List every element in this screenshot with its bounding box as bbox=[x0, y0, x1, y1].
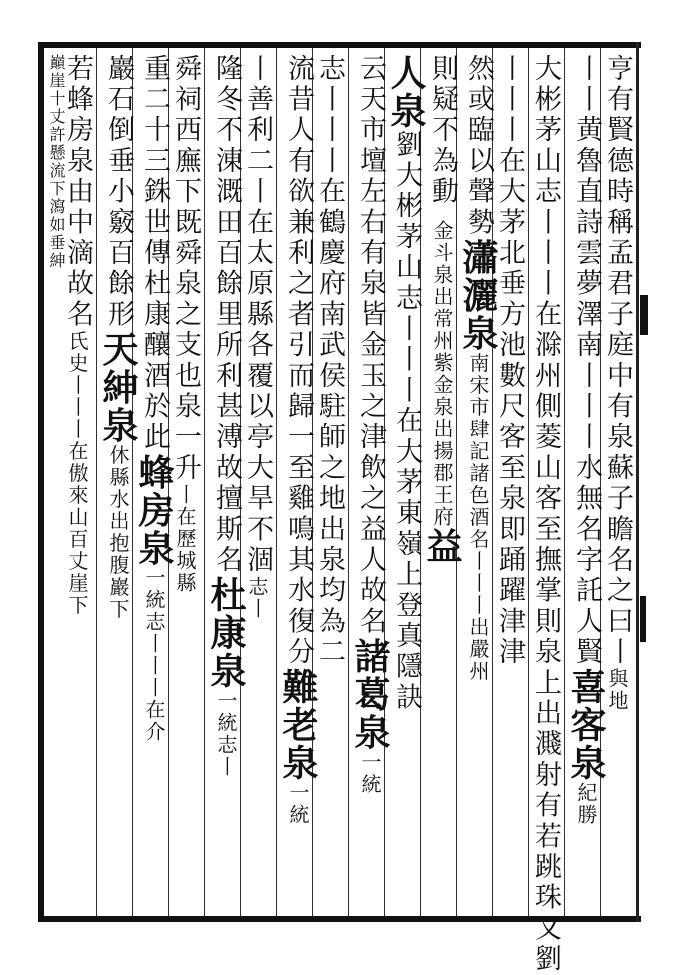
column-rule bbox=[348, 48, 349, 916]
source-note: 志丨 bbox=[245, 575, 269, 620]
column-text: 丨善利二丨在太原縣各覆以亭大旱不涸 bbox=[242, 54, 273, 576]
column-rule bbox=[204, 48, 205, 916]
column-text: 劉大彬茅山志丨丨丨在大茅東嶺上登真隱訣 bbox=[391, 130, 422, 714]
column-text: 舜祠西廡下既舜泉之支也泉一升 bbox=[170, 54, 201, 484]
annotation: 與地 bbox=[605, 668, 629, 712]
column-text: 丨丨丨在大茅北垂方池數尺客至泉即踊躍津津 bbox=[494, 54, 525, 668]
source-note: 一統 bbox=[286, 782, 310, 826]
entry-heading: 瀟灑泉 bbox=[457, 238, 499, 353]
column-rule bbox=[564, 48, 565, 916]
entry-heading: 益 bbox=[421, 527, 463, 566]
column-text: 則疑不為動 bbox=[427, 54, 458, 208]
fold-mark-lower bbox=[640, 596, 646, 642]
source-note: 休縣水出抱腹巖下 bbox=[106, 444, 130, 621]
source-note: 南宋市肆記諸色酒名丨丨丨出嚴州 bbox=[466, 352, 490, 683]
text-column-15 bbox=[97, 54, 139, 912]
text-column-2 bbox=[565, 54, 607, 912]
source-note: 氏史丨丨丨在傲來山百丈崖下 bbox=[65, 330, 89, 617]
column-rule bbox=[276, 48, 277, 916]
entry-heading: 難老泉 bbox=[277, 668, 319, 782]
text-column-1 bbox=[604, 54, 631, 912]
column-text: 流昔人有欲兼利之者引而歸一至雞鳴其水復分 bbox=[283, 54, 314, 668]
text-column-10 bbox=[277, 54, 319, 912]
source-note: 巔崖十丈許懸流下瀉如垂紳 bbox=[47, 54, 66, 270]
column-text: 然或臨以聲勢 bbox=[463, 54, 494, 239]
text-column-12 bbox=[205, 54, 247, 912]
frame-border-top bbox=[38, 42, 641, 48]
column-text: 亨有賢德時稱孟君子庭中有泉蘇子瞻名之曰丨 bbox=[602, 54, 633, 668]
source-note: 金斗泉出常州紫金泉出揚郡王府 bbox=[430, 219, 454, 528]
source-note: 一統 bbox=[358, 751, 382, 796]
text-column-9 bbox=[316, 54, 343, 912]
fold-mark bbox=[640, 295, 648, 335]
entry-heading: 人泉 bbox=[385, 54, 427, 130]
entry-heading: 蜂房泉 bbox=[133, 453, 175, 568]
text-column-7 bbox=[385, 54, 427, 912]
text-column-13 bbox=[172, 54, 199, 912]
column-text: 隆冬不涷溉田百餘里所利甚溥故擅斯名 bbox=[211, 54, 242, 576]
text-column-6 bbox=[421, 54, 463, 912]
text-column-11 bbox=[244, 54, 271, 912]
column-text: 丨丨黄魯直詩雲夢澤南丨丨丨水無名字託人賢 bbox=[571, 54, 602, 668]
source-note: 丨在歷城縣 bbox=[173, 483, 197, 594]
entry-heading: 杜康泉 bbox=[205, 575, 247, 690]
source-note: 一統志丨 bbox=[214, 689, 238, 778]
source-note: 紀勝 bbox=[574, 782, 598, 826]
entry-heading: 諸葛泉 bbox=[349, 637, 391, 752]
text-column-14 bbox=[133, 54, 175, 912]
column-text: 若蜂房泉由中滴故名 bbox=[62, 54, 93, 331]
column-text: 巖石倒垂小竅百餘形 bbox=[103, 54, 134, 331]
text-column-16 bbox=[64, 54, 91, 912]
text-column-4 bbox=[496, 54, 523, 912]
text-column-17 bbox=[46, 54, 64, 912]
text-column-5 bbox=[457, 54, 499, 912]
column-text: 云天市壇左右有泉皆金玉之津飲之益人故名 bbox=[355, 54, 386, 638]
frame-border-left bbox=[38, 42, 44, 922]
source-note: 一統志丨丨丨在介 bbox=[142, 567, 166, 744]
column-rule bbox=[96, 48, 97, 916]
text-column-8 bbox=[349, 54, 391, 912]
entry-heading: 天紳泉 bbox=[97, 330, 139, 445]
column-text: 重二十三銖世傳杜康釀酒於此 bbox=[139, 54, 170, 454]
column-rule bbox=[528, 48, 529, 916]
column-text: 大彬茅山志丨丨丨在滁州側菱山客至撫掌則泉上出濺射有若跳珠又劉 bbox=[530, 54, 561, 975]
column-text: 志丨丨丨在鶴慶府南武侯駐師之地出泉均為二 bbox=[314, 54, 345, 668]
frame-border-right bbox=[636, 42, 639, 922]
text-column-3 bbox=[530, 54, 561, 975]
entry-heading: 喜客泉 bbox=[565, 668, 607, 782]
